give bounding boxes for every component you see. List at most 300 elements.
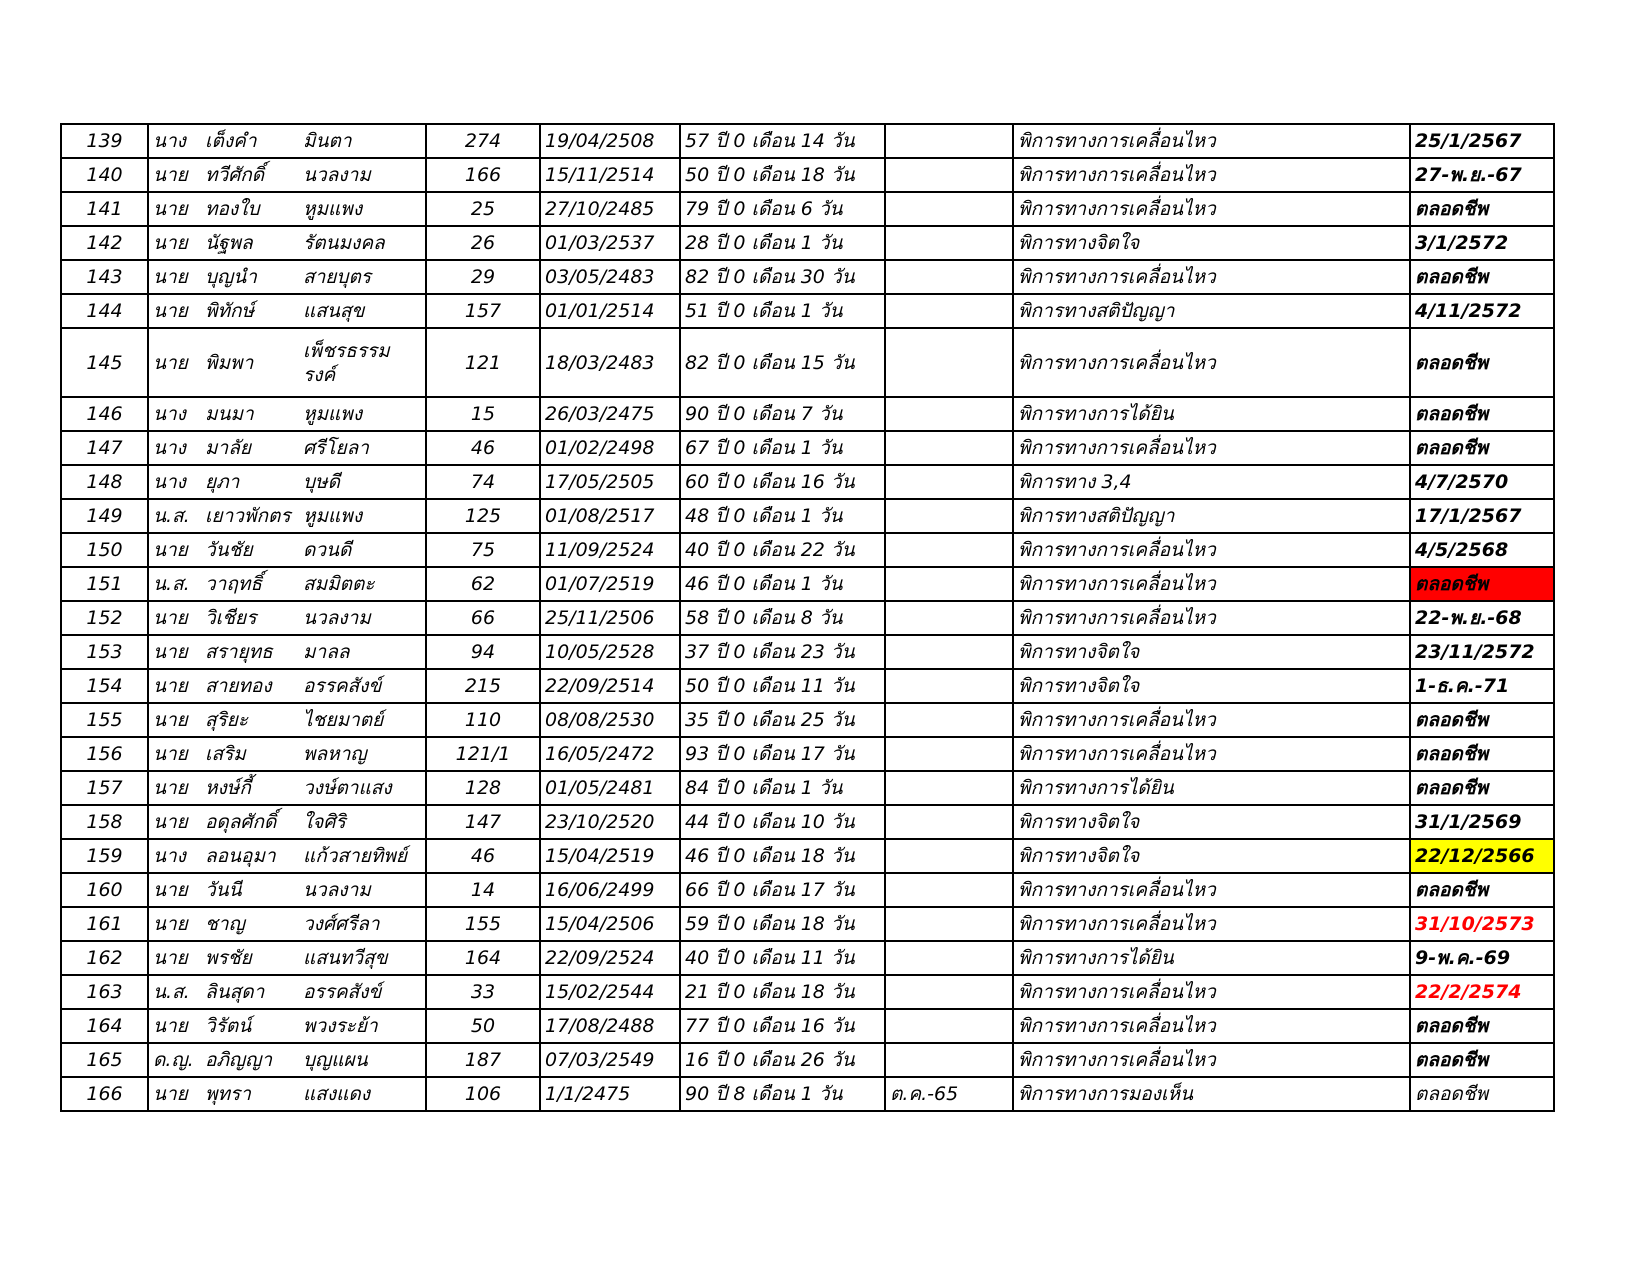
card-expiry-cell: 27-พ.ย.-67 — [1410, 158, 1554, 192]
row-number-cell: 159 — [61, 839, 148, 873]
title-prefix-cell: นาย — [148, 294, 203, 328]
last-name-cell: นวลงาม — [301, 158, 426, 192]
last-name-cell: มาลล — [301, 635, 426, 669]
note-cell — [885, 669, 1013, 703]
age-cell: 93 ปี 0 เดือน 17 วัน — [680, 737, 885, 771]
row-number-cell: 158 — [61, 805, 148, 839]
age-cell: 90 ปี 8 เดือน 1 วัน — [680, 1077, 885, 1111]
card-expiry-cell: 31/1/2569 — [1410, 805, 1554, 839]
age-cell: 48 ปี 0 เดือน 1 วัน — [680, 499, 885, 533]
disability-type-cell: พิการทางการมองเห็น — [1013, 1077, 1410, 1111]
house-number-cell: 157 — [426, 294, 540, 328]
first-name-cell: อดุลศักดิ์ — [203, 805, 301, 839]
last-name-cell: หูมแพง — [301, 192, 426, 226]
birth-date-cell: 23/10/2520 — [540, 805, 680, 839]
card-expiry-cell: 4/11/2572 — [1410, 294, 1554, 328]
age-cell: 58 ปี 0 เดือน 8 วัน — [680, 601, 885, 635]
birth-date-cell: 01/07/2519 — [540, 567, 680, 601]
house-number-cell: 46 — [426, 839, 540, 873]
house-number-cell: 274 — [426, 124, 540, 158]
last-name-cell: ศรีโยลา — [301, 431, 426, 465]
last-name-cell: พวงระย้า — [301, 1009, 426, 1043]
first-name-cell: ลอนอุมา — [203, 839, 301, 873]
birth-date-cell: 25/11/2506 — [540, 601, 680, 635]
card-expiry-cell: ตลอดชีพ — [1410, 431, 1554, 465]
note-cell — [885, 465, 1013, 499]
note-cell — [885, 703, 1013, 737]
first-name-cell: เต็งคำ — [203, 124, 301, 158]
note-cell — [885, 1009, 1013, 1043]
row-number-cell: 150 — [61, 533, 148, 567]
first-name-cell: สายทอง — [203, 669, 301, 703]
age-cell: 46 ปี 0 เดือน 18 วัน — [680, 839, 885, 873]
first-name-cell: ทองใบ — [203, 192, 301, 226]
title-prefix-cell: นาย — [148, 737, 203, 771]
title-prefix-cell: นาง — [148, 124, 203, 158]
age-cell: 16 ปี 0 เดือน 26 วัน — [680, 1043, 885, 1077]
card-expiry-cell: 23/11/2572 — [1410, 635, 1554, 669]
title-prefix-cell: นาง — [148, 431, 203, 465]
house-number-cell: 128 — [426, 771, 540, 805]
disability-type-cell: พิการทางการเคลื่อนไหว — [1013, 567, 1410, 601]
title-prefix-cell: นาง — [148, 465, 203, 499]
table-row — [61, 601, 1554, 635]
birth-date-cell: 17/05/2505 — [540, 465, 680, 499]
birth-date-cell: 01/01/2514 — [540, 294, 680, 328]
birth-date-cell: 19/04/2508 — [540, 124, 680, 158]
birth-date-cell: 15/02/2544 — [540, 975, 680, 1009]
note-cell — [885, 533, 1013, 567]
table-row — [61, 431, 1554, 465]
note-cell — [885, 975, 1013, 1009]
row-number-cell: 149 — [61, 499, 148, 533]
disability-type-cell: พิการทางจิตใจ — [1013, 805, 1410, 839]
house-number-cell: 155 — [426, 907, 540, 941]
card-expiry-cell: ตลอดชีพ — [1410, 771, 1554, 805]
house-number-cell: 110 — [426, 703, 540, 737]
first-name-cell: ทวีศักดิ์ — [203, 158, 301, 192]
row-number-cell: 142 — [61, 226, 148, 260]
last-name-cell: บุญแผน — [301, 1043, 426, 1077]
first-name-cell: สรายุทธ — [203, 635, 301, 669]
disability-type-cell: พิการทางการได้ยิน — [1013, 941, 1410, 975]
note-cell — [885, 1043, 1013, 1077]
disability-type-cell: พิการทางจิตใจ — [1013, 669, 1410, 703]
age-cell: 50 ปี 0 เดือน 11 วัน — [680, 669, 885, 703]
table-row — [61, 158, 1554, 192]
last-name-cell: นวลงาม — [301, 601, 426, 635]
card-expiry-cell: 4/5/2568 — [1410, 533, 1554, 567]
card-expiry-cell: ตลอดชีพ — [1410, 260, 1554, 294]
table-row — [61, 975, 1554, 1009]
birth-date-cell: 03/05/2483 — [540, 260, 680, 294]
title-prefix-cell: นาย — [148, 771, 203, 805]
note-cell — [885, 124, 1013, 158]
table-row — [61, 839, 1554, 873]
house-number-cell: 66 — [426, 601, 540, 635]
row-number-cell: 151 — [61, 567, 148, 601]
disability-type-cell: พิการทางการเคลื่อนไหว — [1013, 328, 1410, 397]
age-cell: 66 ปี 0 เดือน 17 วัน — [680, 873, 885, 907]
first-name-cell: นัฐพล — [203, 226, 301, 260]
age-cell: 84 ปี 0 เดือน 1 วัน — [680, 771, 885, 805]
first-name-cell: ลินสุดา — [203, 975, 301, 1009]
first-name-cell: เยาวพักตร — [203, 499, 301, 533]
birth-date-cell: 15/11/2514 — [540, 158, 680, 192]
title-prefix-cell: นาย — [148, 192, 203, 226]
last-name-cell: ไชยมาตย์ — [301, 703, 426, 737]
first-name-cell: สุริยะ — [203, 703, 301, 737]
table-row — [61, 465, 1554, 499]
table-row — [61, 941, 1554, 975]
card-expiry-cell: ตลอดชีพ — [1410, 1077, 1554, 1111]
title-prefix-cell: นาย — [148, 635, 203, 669]
note-cell — [885, 805, 1013, 839]
card-expiry-cell: ตลอดชีพ — [1410, 703, 1554, 737]
title-prefix-cell: นาย — [148, 601, 203, 635]
first-name-cell: พุทรา — [203, 1077, 301, 1111]
house-number-cell: 164 — [426, 941, 540, 975]
last-name-cell: หูมแพง — [301, 499, 426, 533]
note-cell — [885, 294, 1013, 328]
age-cell: 59 ปี 0 เดือน 18 วัน — [680, 907, 885, 941]
table-row — [61, 397, 1554, 431]
birth-date-cell: 18/03/2483 — [540, 328, 680, 397]
title-prefix-cell: นาย — [148, 1009, 203, 1043]
table-row — [61, 567, 1554, 601]
last-name-cell: ใจศิริ — [301, 805, 426, 839]
table-row — [61, 669, 1554, 703]
first-name-cell: บุญนำ — [203, 260, 301, 294]
row-number-cell: 164 — [61, 1009, 148, 1043]
title-prefix-cell: นาง — [148, 839, 203, 873]
first-name-cell: พรชัย — [203, 941, 301, 975]
house-number-cell: 29 — [426, 260, 540, 294]
first-name-cell: มนมา — [203, 397, 301, 431]
birth-date-cell: 22/09/2524 — [540, 941, 680, 975]
note-cell — [885, 737, 1013, 771]
birth-date-cell: 27/10/2485 — [540, 192, 680, 226]
last-name-cell: ดวนดี — [301, 533, 426, 567]
note-cell — [885, 260, 1013, 294]
disability-type-cell: พิการทางการเคลื่อนไหว — [1013, 192, 1410, 226]
note-cell — [885, 158, 1013, 192]
title-prefix-cell: นาย — [148, 328, 203, 397]
last-name-cell: แสนสุข — [301, 294, 426, 328]
birth-date-cell: 01/03/2537 — [540, 226, 680, 260]
house-number-cell: 14 — [426, 873, 540, 907]
title-prefix-cell: นาย — [148, 873, 203, 907]
table-row — [61, 294, 1554, 328]
birth-date-cell: 10/05/2528 — [540, 635, 680, 669]
house-number-cell: 26 — [426, 226, 540, 260]
last-name-cell: อรรคสังข์ — [301, 669, 426, 703]
table-row — [61, 771, 1554, 805]
first-name-cell: วันนี — [203, 873, 301, 907]
first-name-cell: หงษ์กี้ — [203, 771, 301, 805]
row-number-cell: 160 — [61, 873, 148, 907]
note-cell — [885, 907, 1013, 941]
title-prefix-cell: นาย — [148, 805, 203, 839]
disability-type-cell: พิการทางการเคลื่อนไหว — [1013, 1043, 1410, 1077]
title-prefix-cell: น.ส. — [148, 499, 203, 533]
house-number-cell: 75 — [426, 533, 540, 567]
card-expiry-cell: ตลอดชีพ — [1410, 737, 1554, 771]
disability-type-cell: พิการทางการเคลื่อนไหว — [1013, 737, 1410, 771]
disability-type-cell: พิการทางการเคลื่อนไหว — [1013, 703, 1410, 737]
row-number-cell: 163 — [61, 975, 148, 1009]
birth-date-cell: 07/03/2549 — [540, 1043, 680, 1077]
age-cell: 46 ปี 0 เดือน 1 วัน — [680, 567, 885, 601]
table-row — [61, 260, 1554, 294]
birth-date-cell: 16/06/2499 — [540, 873, 680, 907]
table-row — [61, 1043, 1554, 1077]
title-prefix-cell: นาย — [148, 941, 203, 975]
note-cell — [885, 941, 1013, 975]
birth-date-cell: 22/09/2514 — [540, 669, 680, 703]
table-row — [61, 907, 1554, 941]
note-cell — [885, 226, 1013, 260]
first-name-cell: พิทักษ์ — [203, 294, 301, 328]
card-expiry-cell: 22-พ.ย.-68 — [1410, 601, 1554, 635]
age-cell: 82 ปี 0 เดือน 30 วัน — [680, 260, 885, 294]
row-number-cell: 141 — [61, 192, 148, 226]
disability-type-cell: พิการทางจิตใจ — [1013, 839, 1410, 873]
first-name-cell: วันชัย — [203, 533, 301, 567]
row-number-cell: 143 — [61, 260, 148, 294]
registry-table — [60, 123, 1555, 1112]
last-name-cell: รัตนมงคล — [301, 226, 426, 260]
age-cell: 37 ปี 0 เดือน 23 วัน — [680, 635, 885, 669]
disability-type-cell: พิการทางการได้ยิน — [1013, 397, 1410, 431]
row-number-cell: 147 — [61, 431, 148, 465]
last-name-cell: อรรคสังข์ — [301, 975, 426, 1009]
card-expiry-cell: 22/12/2566 — [1410, 839, 1554, 873]
last-name-cell: วงษ์ตาแสง — [301, 771, 426, 805]
last-name-cell: แก้วสายทิพย์ — [301, 839, 426, 873]
disability-type-cell: พิการทางการเคลื่อนไหว — [1013, 124, 1410, 158]
age-cell: 82 ปี 0 เดือน 15 วัน — [680, 328, 885, 397]
disability-type-cell: พิการทางการเคลื่อนไหว — [1013, 601, 1410, 635]
age-cell: 21 ปี 0 เดือน 18 วัน — [680, 975, 885, 1009]
note-cell — [885, 328, 1013, 397]
title-prefix-cell: นาย — [148, 907, 203, 941]
note-cell — [885, 839, 1013, 873]
first-name-cell: วาฤทธิ์ — [203, 567, 301, 601]
disability-type-cell: พิการทางการเคลื่อนไหว — [1013, 431, 1410, 465]
birth-date-cell: 01/05/2481 — [540, 771, 680, 805]
age-cell: 57 ปี 0 เดือน 14 วัน — [680, 124, 885, 158]
age-cell: 79 ปี 0 เดือน 6 วัน — [680, 192, 885, 226]
title-prefix-cell: นาย — [148, 1077, 203, 1111]
disability-type-cell: พิการทางสติปัญญา — [1013, 294, 1410, 328]
first-name-cell: ชาญ — [203, 907, 301, 941]
age-cell: 44 ปี 0 เดือน 10 วัน — [680, 805, 885, 839]
table-row — [61, 805, 1554, 839]
table-row — [61, 192, 1554, 226]
age-cell: 67 ปี 0 เดือน 1 วัน — [680, 431, 885, 465]
table-row — [61, 873, 1554, 907]
age-cell: 40 ปี 0 เดือน 11 วัน — [680, 941, 885, 975]
table-row — [61, 328, 1554, 397]
table-row — [61, 635, 1554, 669]
house-number-cell: 33 — [426, 975, 540, 1009]
title-prefix-cell: นาย — [148, 158, 203, 192]
first-name-cell: ยุภา — [203, 465, 301, 499]
house-number-cell: 62 — [426, 567, 540, 601]
note-cell — [885, 499, 1013, 533]
card-expiry-cell: 22/2/2574 — [1410, 975, 1554, 1009]
last-name-cell: สมมิตตะ — [301, 567, 426, 601]
table-row — [61, 737, 1554, 771]
age-cell: 60 ปี 0 เดือน 16 วัน — [680, 465, 885, 499]
disability-type-cell: พิการทางสติปัญญา — [1013, 499, 1410, 533]
row-number-cell: 152 — [61, 601, 148, 635]
row-number-cell: 146 — [61, 397, 148, 431]
card-expiry-cell: ตลอดชีพ — [1410, 328, 1554, 397]
table-row — [61, 533, 1554, 567]
note-cell — [885, 771, 1013, 805]
note-cell — [885, 567, 1013, 601]
note-cell — [885, 873, 1013, 907]
card-expiry-cell: ตลอดชีพ — [1410, 1009, 1554, 1043]
disability-type-cell: พิการทางการเคลื่อนไหว — [1013, 158, 1410, 192]
table-row — [61, 124, 1554, 158]
card-expiry-cell: ตลอดชีพ — [1410, 567, 1554, 601]
row-number-cell: 148 — [61, 465, 148, 499]
note-cell — [885, 397, 1013, 431]
house-number-cell: 74 — [426, 465, 540, 499]
note-cell — [885, 192, 1013, 226]
card-expiry-cell: 3/1/2572 — [1410, 226, 1554, 260]
birth-date-cell: 17/08/2488 — [540, 1009, 680, 1043]
row-number-cell: 162 — [61, 941, 148, 975]
house-number-cell: 94 — [426, 635, 540, 669]
age-cell: 35 ปี 0 เดือน 25 วัน — [680, 703, 885, 737]
note-cell — [885, 635, 1013, 669]
last-name-cell: แสนทวีสุข — [301, 941, 426, 975]
age-cell: 51 ปี 0 เดือน 1 วัน — [680, 294, 885, 328]
disability-type-cell: พิการทางการเคลื่อนไหว — [1013, 975, 1410, 1009]
title-prefix-cell: น.ส. — [148, 975, 203, 1009]
table-row — [61, 703, 1554, 737]
house-number-cell: 121 — [426, 328, 540, 397]
last-name-cell: บุษดี — [301, 465, 426, 499]
row-number-cell: 140 — [61, 158, 148, 192]
last-name-cell: เพ็ชรธรรม รงค์ — [301, 328, 426, 397]
card-expiry-cell: ตลอดชีพ — [1410, 873, 1554, 907]
disability-type-cell: พิการทางการเคลื่อนไหว — [1013, 907, 1410, 941]
house-number-cell: 15 — [426, 397, 540, 431]
card-expiry-cell: ตลอดชีพ — [1410, 1043, 1554, 1077]
disability-type-cell: พิการทางจิตใจ — [1013, 226, 1410, 260]
row-number-cell: 157 — [61, 771, 148, 805]
house-number-cell: 147 — [426, 805, 540, 839]
card-expiry-cell: ตลอดชีพ — [1410, 192, 1554, 226]
disability-type-cell: พิการทางการเคลื่อนไหว — [1013, 873, 1410, 907]
house-number-cell: 46 — [426, 431, 540, 465]
note-cell — [885, 431, 1013, 465]
title-prefix-cell: นาย — [148, 533, 203, 567]
row-number-cell: 161 — [61, 907, 148, 941]
row-number-cell: 156 — [61, 737, 148, 771]
first-name-cell: พิมพา — [203, 328, 301, 397]
disability-type-cell: พิการทางการได้ยิน — [1013, 771, 1410, 805]
table-body — [61, 124, 1554, 1111]
house-number-cell: 106 — [426, 1077, 540, 1111]
last-name-cell: มินตา — [301, 124, 426, 158]
birth-date-cell: 15/04/2506 — [540, 907, 680, 941]
age-cell: 40 ปี 0 เดือน 22 วัน — [680, 533, 885, 567]
title-prefix-cell: นาย — [148, 669, 203, 703]
last-name-cell: สายบุตร — [301, 260, 426, 294]
card-expiry-cell: 9-พ.ค.-69 — [1410, 941, 1554, 975]
house-number-cell: 50 — [426, 1009, 540, 1043]
last-name-cell: วงศ์ศรีลา — [301, 907, 426, 941]
table-row — [61, 226, 1554, 260]
age-cell: 28 ปี 0 เดือน 1 วัน — [680, 226, 885, 260]
house-number-cell: 166 — [426, 158, 540, 192]
birth-date-cell: 15/04/2519 — [540, 839, 680, 873]
card-expiry-cell: 1-ธ.ค.-71 — [1410, 669, 1554, 703]
disability-type-cell: พิการทางการเคลื่อนไหว — [1013, 1009, 1410, 1043]
first-name-cell: วิเชียร — [203, 601, 301, 635]
title-prefix-cell: นาย — [148, 703, 203, 737]
first-name-cell: วิรัตน์ — [203, 1009, 301, 1043]
house-number-cell: 25 — [426, 192, 540, 226]
house-number-cell: 187 — [426, 1043, 540, 1077]
disability-type-cell: พิการทางจิตใจ — [1013, 635, 1410, 669]
row-number-cell: 139 — [61, 124, 148, 158]
title-prefix-cell: ด.ญ. — [148, 1043, 203, 1077]
first-name-cell: มาลัย — [203, 431, 301, 465]
disability-type-cell: พิการทางการเคลื่อนไหว — [1013, 533, 1410, 567]
row-number-cell: 145 — [61, 328, 148, 397]
table-row — [61, 1009, 1554, 1043]
title-prefix-cell: นาย — [148, 226, 203, 260]
row-number-cell: 144 — [61, 294, 148, 328]
note-cell: ต.ค.-65 — [885, 1077, 1013, 1111]
birth-date-cell: 1/1/2475 — [540, 1077, 680, 1111]
birth-date-cell: 16/05/2472 — [540, 737, 680, 771]
first-name-cell: เสริม — [203, 737, 301, 771]
age-cell: 77 ปี 0 เดือน 16 วัน — [680, 1009, 885, 1043]
last-name-cell: หูมแพง — [301, 397, 426, 431]
row-number-cell: 165 — [61, 1043, 148, 1077]
house-number-cell: 215 — [426, 669, 540, 703]
title-prefix-cell: นาย — [148, 260, 203, 294]
table-row — [61, 499, 1554, 533]
house-number-cell: 121/1 — [426, 737, 540, 771]
card-expiry-cell: 17/1/2567 — [1410, 499, 1554, 533]
card-expiry-cell: 25/1/2567 — [1410, 124, 1554, 158]
last-name-cell: แสงแดง — [301, 1077, 426, 1111]
card-expiry-cell: 4/7/2570 — [1410, 465, 1554, 499]
last-name-cell: พลหาญ — [301, 737, 426, 771]
disability-type-cell: พิการทางการเคลื่อนไหว — [1013, 260, 1410, 294]
birth-date-cell: 01/02/2498 — [540, 431, 680, 465]
table-row — [61, 1077, 1554, 1111]
birth-date-cell: 01/08/2517 — [540, 499, 680, 533]
title-prefix-cell: นาง — [148, 397, 203, 431]
house-number-cell: 125 — [426, 499, 540, 533]
birth-date-cell: 11/09/2524 — [540, 533, 680, 567]
card-expiry-cell: 31/10/2573 — [1410, 907, 1554, 941]
first-name-cell: อภิญญา — [203, 1043, 301, 1077]
row-number-cell: 154 — [61, 669, 148, 703]
age-cell: 50 ปี 0 เดือน 18 วัน — [680, 158, 885, 192]
row-number-cell: 153 — [61, 635, 148, 669]
